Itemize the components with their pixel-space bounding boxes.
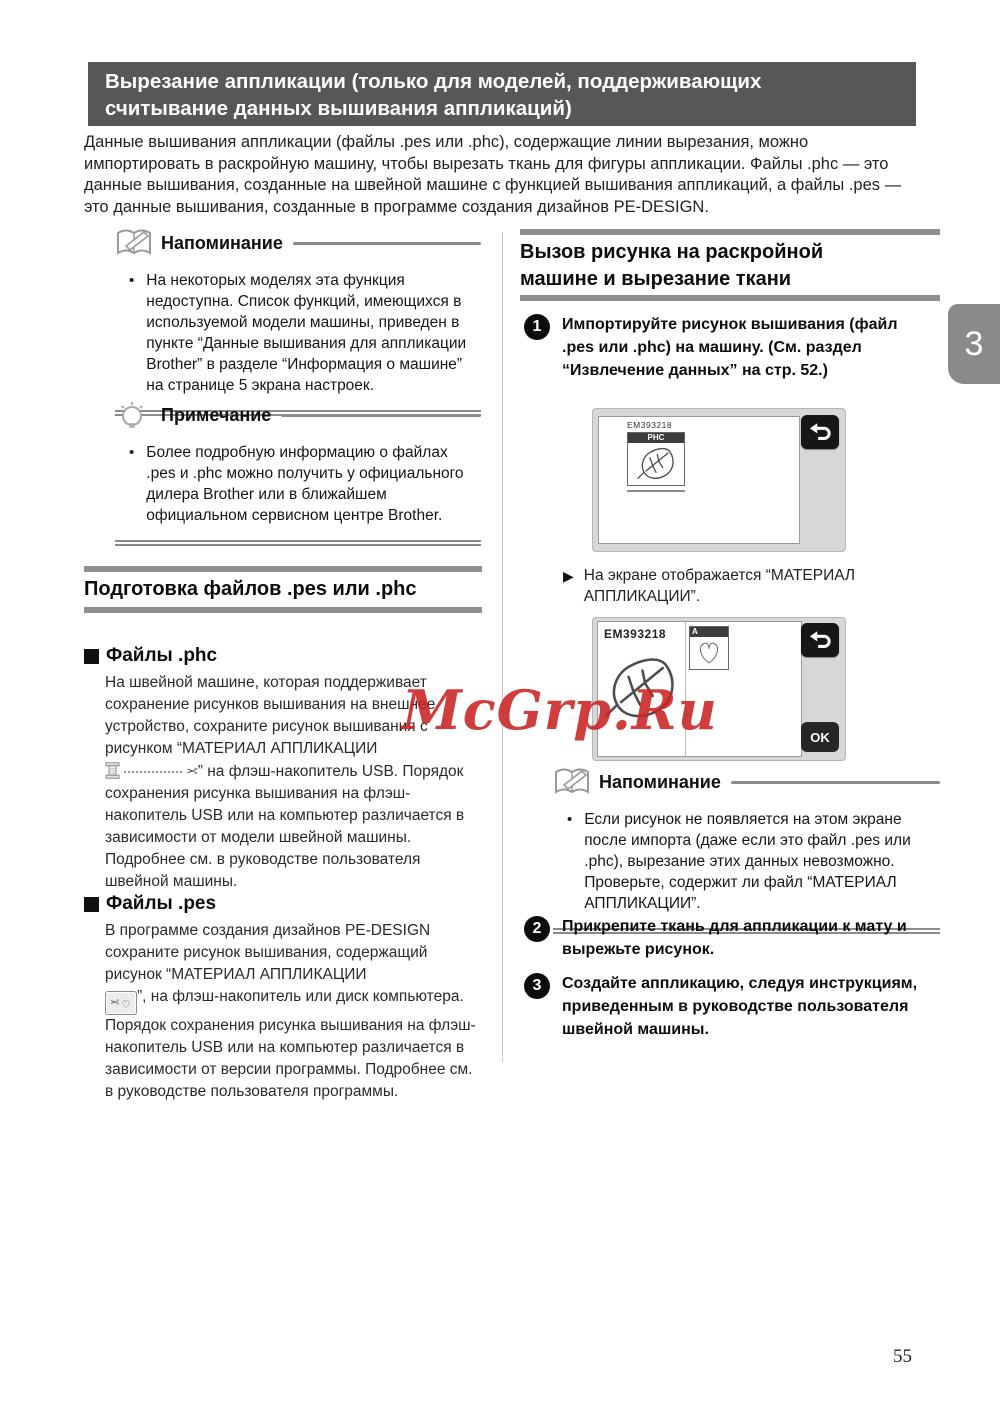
page-number: 55 [893, 1346, 912, 1367]
step-2 [524, 915, 926, 961]
note-title: Примечание [161, 404, 272, 425]
step-1 [524, 313, 926, 382]
memo-rule [293, 242, 481, 245]
back-button [801, 415, 839, 449]
triangle-marker-icon: ▶ [563, 568, 574, 584]
pattern-thumbnail-phc [627, 432, 685, 486]
return-arrow-icon [809, 629, 831, 651]
step-2-number: 2 [524, 916, 550, 942]
bullet-marker: • [129, 444, 135, 461]
step-3-number: 3 [524, 973, 550, 999]
memo-box-right [553, 765, 940, 934]
square-bullet-icon [84, 897, 99, 912]
memo-icon [553, 766, 593, 798]
ok-button: OK [801, 722, 839, 752]
section-title-preparation: Подготовка файлов .pes или .phc [84, 578, 417, 600]
scissors-icon: ✂ [186, 763, 198, 779]
applique-material-button-icon: ✂ [105, 991, 137, 1015]
note-rule [281, 414, 481, 417]
subsection-phc-title: Файлы .phc [106, 645, 218, 666]
pes-text-before: В программе создания дизайнов PE-DESIGN сохраните рисунок вышивания, содержащий рисунок “МАТЕРИАЛ АППЛИКАЦИИ [105, 922, 431, 983]
screen1-panel [598, 416, 800, 544]
column-divider [502, 232, 503, 1062]
memo-title: Напоминание [161, 232, 283, 253]
machine-screen-1 [592, 408, 846, 552]
return-arrow-icon [809, 421, 831, 443]
watermark: McGrp.Ru [402, 678, 718, 742]
intro-paragraph: Данные вышивания аппликации (файлы .pes или .phc), содержащие линии вырезания, можно импортировать в раскройную машину, чтобы вырезать ткань для фигуры аппликации. Файлы .phc — это данные вышивания, созданные на швейной машине с функцией вышивания аппликаций, а файлы .pes — это данные вышивания, созданные в программе создания дизайнов PE-DESIGN. [84, 133, 902, 216]
page-title-line1: Вырезание аппликации (только для моделей, поддерживающих [105, 70, 762, 93]
subsection-pes-title: Файлы .pes [106, 893, 217, 914]
result-note-text: На экране отображается “МАТЕРИАЛ АППЛИКАЦИИ”. [583, 567, 856, 605]
memo-text: На некоторых моделях эта функция недоступна. Список функций, имеющихся в используемой модели машины, приведен в пункте “Данные вышивания для аппликации Brother” в разделе “Информация о машине” на странице 5 экрана настроек. [146, 272, 467, 394]
memo-text: Если рисунок не появляется на этом экране после импорта (даже если это файл .pes или .phc), вырезание этих данных невозможно. Проверьте, содержит ли файл “МАТЕРИАЛ АППЛИКАЦИИ”. [584, 811, 911, 912]
page-title-line2: считывание данных вышивания аппликаций) [105, 97, 572, 120]
subsection-phc [84, 645, 217, 667]
section-title-recall-line1: Вызов рисунка на раскройной [520, 241, 824, 263]
file-name-label: EM393218 [627, 420, 673, 430]
thread-spool-icon [105, 762, 120, 779]
section-rule-bottom [84, 607, 482, 613]
scroll-indicator [627, 490, 685, 492]
thumbnail-header: A [690, 627, 728, 637]
page-title [88, 62, 916, 126]
memo-box-left [115, 226, 481, 416]
section-rule-top [84, 566, 482, 572]
section-title-recall [520, 239, 940, 293]
note-text: Более подробную информацию о файлах .pes и .phc можно получить у официального дилера Brother или в ближайшем официальном сервисном центре Brother. [146, 444, 464, 524]
pattern-thumbnail-a [689, 626, 729, 670]
step-3 [524, 972, 926, 1041]
file-name-label: EM393218 [604, 627, 667, 641]
back-button [801, 623, 839, 657]
step-1-number: 1 [524, 314, 550, 340]
step-3-text: Создайте аппликацию, следуя инструкциям, приведенным в руководстве пользователя швейной машины. [562, 975, 918, 1038]
memo-title: Напоминание [599, 771, 721, 792]
note-box-left [115, 398, 481, 546]
bullet-marker: • [567, 811, 573, 828]
heart-icon [120, 998, 132, 1009]
lightbulb-icon [115, 399, 155, 431]
cut-line-icon [124, 771, 182, 773]
phc-text-before: На швейной машине, которая поддерживает сохранение рисунков вышивания на внешнее устройство, сохраните рисунок вышивания с рисунком “МАТЕРИАЛ АППЛИКАЦИИ [105, 674, 436, 757]
pes-text-after: ”, на флэш-накопитель или диск компьютера. Порядок сохранения рисунка вышивания на флэш-накопитель USB или на компьютер различается в зависимости от версии программы. Подробнее см. в руководстве пользователя программы. [105, 988, 476, 1100]
applique-shape-image [692, 637, 726, 667]
memo-rule [731, 781, 940, 784]
memo-icon [115, 227, 155, 259]
square-bullet-icon [84, 649, 99, 664]
result-note [563, 565, 933, 607]
thumbnail-header: PHC [628, 433, 684, 443]
pes-paragraph [105, 920, 483, 1103]
step-1-text: Импортируйте рисунок вышивания (файл .pes или .phc) на машину. (См. раздел “Извлечение данных” на стр. 52.) [562, 316, 898, 379]
phc-text-after: ” на флэш-накопитель USB. Порядок сохранения рисунка вышивания на флэш-накопитель USB или на компьютер различается в зависимости от модели швейной машины. Подробнее см. в руководстве пользователя швейной машины. [105, 763, 465, 890]
step-2-text: Прикрепите ткань для аппликации к мату и вырежьте рисунок. [562, 918, 907, 958]
section-rule-bottom [520, 295, 940, 301]
chapter-tab: 3 [948, 304, 1000, 384]
section-rule-top [520, 229, 940, 235]
leaf-image [629, 443, 683, 483]
subsection-pes [84, 893, 216, 915]
bullet-marker: • [129, 272, 135, 289]
section-title-recall-line2: машине и вырезание ткани [520, 268, 792, 290]
